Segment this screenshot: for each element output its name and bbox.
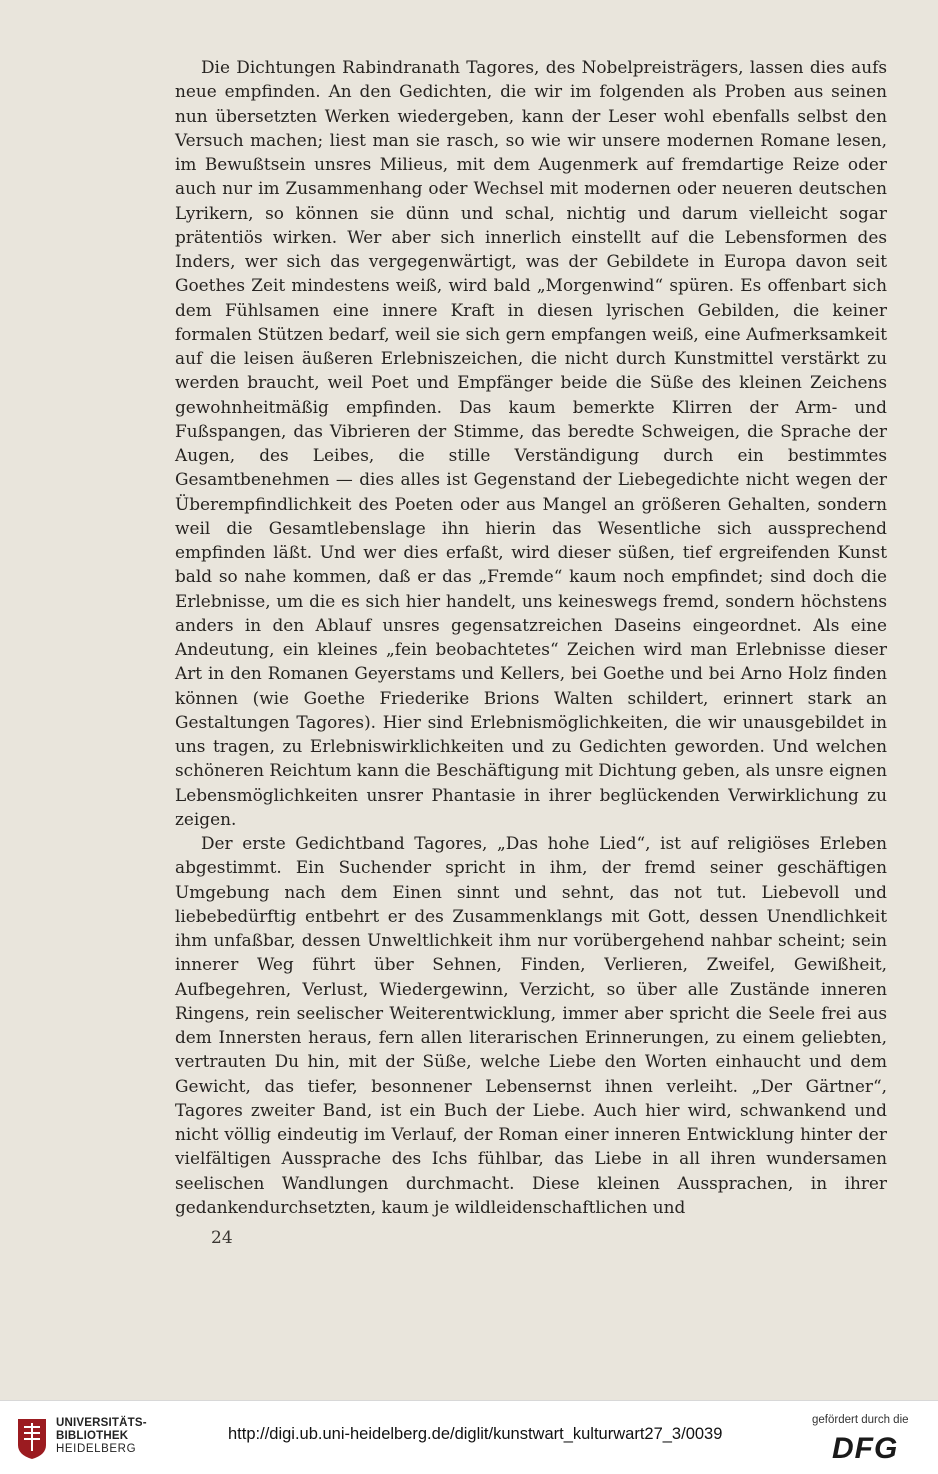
viewer-footer	[0, 1400, 938, 1474]
institution-name	[56, 1417, 147, 1456]
institution-line-3: HEIDELBERG	[56, 1443, 137, 1455]
footer-divider	[0, 1400, 938, 1401]
funded-by-label: gefördert durch die	[812, 1414, 909, 1426]
university-seal-icon	[14, 1415, 50, 1461]
page-number: 24	[211, 1228, 233, 1248]
institution-line-2: BIBLIOTHEK	[56, 1430, 129, 1442]
institution-line-1: UNIVERSITÄTS-	[56, 1417, 147, 1429]
body-text	[175, 55, 887, 1219]
dfg-logo-icon: DFG	[832, 1432, 899, 1465]
paragraph-1: Die Dichtungen Rabindranath Tagores, des Nobelpreisträgers, lassen dies aufs neue empfinden. An den Gedichten, die wir im folgenden als Proben aus seinen nun übersetzten Werken wiedergeben, kann der Leser wohl ebenfalls selbst den Versuch machen; liest man sie rasch, so wie wir unsere modernen Romane lesen, im Bewußtsein unsres Milieus, mit dem Augenmerk auf fremdartige Reize oder auch nur im Zusammenhang oder Wechsel mit modernen oder neueren deutschen Lyrikern, so können sie dünn und schal, nichtig und darum vielleicht sogar prätentiös wirken. Wer aber sich innerlich einstellt auf die Lebensformen des Inders, wer sich das vergegenwärtigt, was der Gebildete in Europa davon seit Goethes Zeit mindestens weiß, wird bald „Morgenwind“ spüren. Es offenbart sich dem Fühlsamen eine innere Kraft in diesen lyrischen Gebilden, die keiner formalen Stützen bedarf, weil sie sich gern empfangen weiß, eine Aufmerksamkeit auf die leisen äußeren Erlebniszeichen, die nicht durch Kunstmittel verstärkt zu werden braucht, weil Poet und Empfänger beide die Süße des kleinen Zeichens gewohnheitmäßig empfinden. Das kaum bemerkte Klirren der Arm- und Fußspangen, das Vibrieren der Stimme, das beredte Schweigen, die Sprache der Augen, des Leibes, die stille Verständigung durch ein bestimmtes Gesamtbenehmen — dies alles ist Gegenstand der Liebegedichte nicht wegen der Überempfindlichkeit des Poeten oder aus Mangel an größeren Gehalten, sondern weil die Gesamtlebenslage ihn hierin das Wesentliche sich aussprechend empfinden läßt. Und wer dies erfaßt, wird dieser süßen, tief ergreifenden Kunst bald so nahe kommen, daß er das „Fremde“ kaum noch empfindet; sind doch die Erlebnisse, um die es sich hier handelt, uns keineswegs fremd, sondern höchstens anders in den Ablauf unsres gegensatzreichen Daseins eingeordnet. Als eine Andeutung, ein kleines „fein beobachtetes“ Zeichen wird man Erlebnisse dieser Art in den Romanen Geyerstams und Kellers, bei Goethe und bei Arno Holz finden können (wie Goethe Friederike Brions Walten schildert, erinnert stark an Gestaltungen Tagores). Hier sind Erlebnismöglichkeiten, die wir unausgebildet in uns tragen, zu Erlebniswirklichkeiten und zu Gedichten geworden. Und welchen schöneren Reichtum kann die Beschäftigung mit Dichtung geben, als unsre eignen Lebensmöglichkeiten unsrer Phantasie in ihrer beglückenden Verwirklichung zu zeigen.	[175, 57, 887, 829]
paragraph-2: Der erste Gedichtband Tagores, „Das hohe Lied“, ist auf religiöses Erleben abgestimmt. Ein Suchender spricht in ihm, der fremd seiner geschäftigen Umgebung nach dem Einen sinnt und sehnt, das not tut. Liebevoll und liebebedürftig entbehrt er des Zusammenklangs mit Gott, dessen Unendlichkeit ihm unfaßbar, dessen Unweltlichkeit ihm nur vorübergehend nahbar scheint; sein innerer Weg führt über Sehnen, Finden, Verlieren, Zweifel, Gewißheit, Aufbegehren, Verlust, Wiedergewinn, Verzicht, so über alle Zustände inneren Ringens, rein seelischer Weiterentwicklung, immer aber spricht die Seele frei aus dem Innersten heraus, fern allen literarischen Erinnerungen, zu einem geliebten, vertrauten Du hin, mit der Süße, welche Liebe den Worten einhaucht und dem Gewicht, das tiefer, besonnener Lebensernst ihnen verleiht. „Der Gärtner“, Tagores zweiter Band, ist ein Buch der Liebe. Auch hier wird, schwankend und nicht völlig eindeutig im Verlauf, der Roman einer inneren Entwicklung hinter der vielfältigen Aussprache des Ichs fühlbar, das Liebe in all ihren wundersamen seelischen Wandlungen durchmacht. Diese kleinen Aussprachen, in ihrer gedankendurchsetzten, kaum je wildleidenschaftlichen und	[175, 833, 887, 1217]
permalink-url[interactable]: http://digi.ub.uni-heidelberg.de/diglit/kunstwart_kulturwart27_3/0039	[228, 1425, 723, 1443]
